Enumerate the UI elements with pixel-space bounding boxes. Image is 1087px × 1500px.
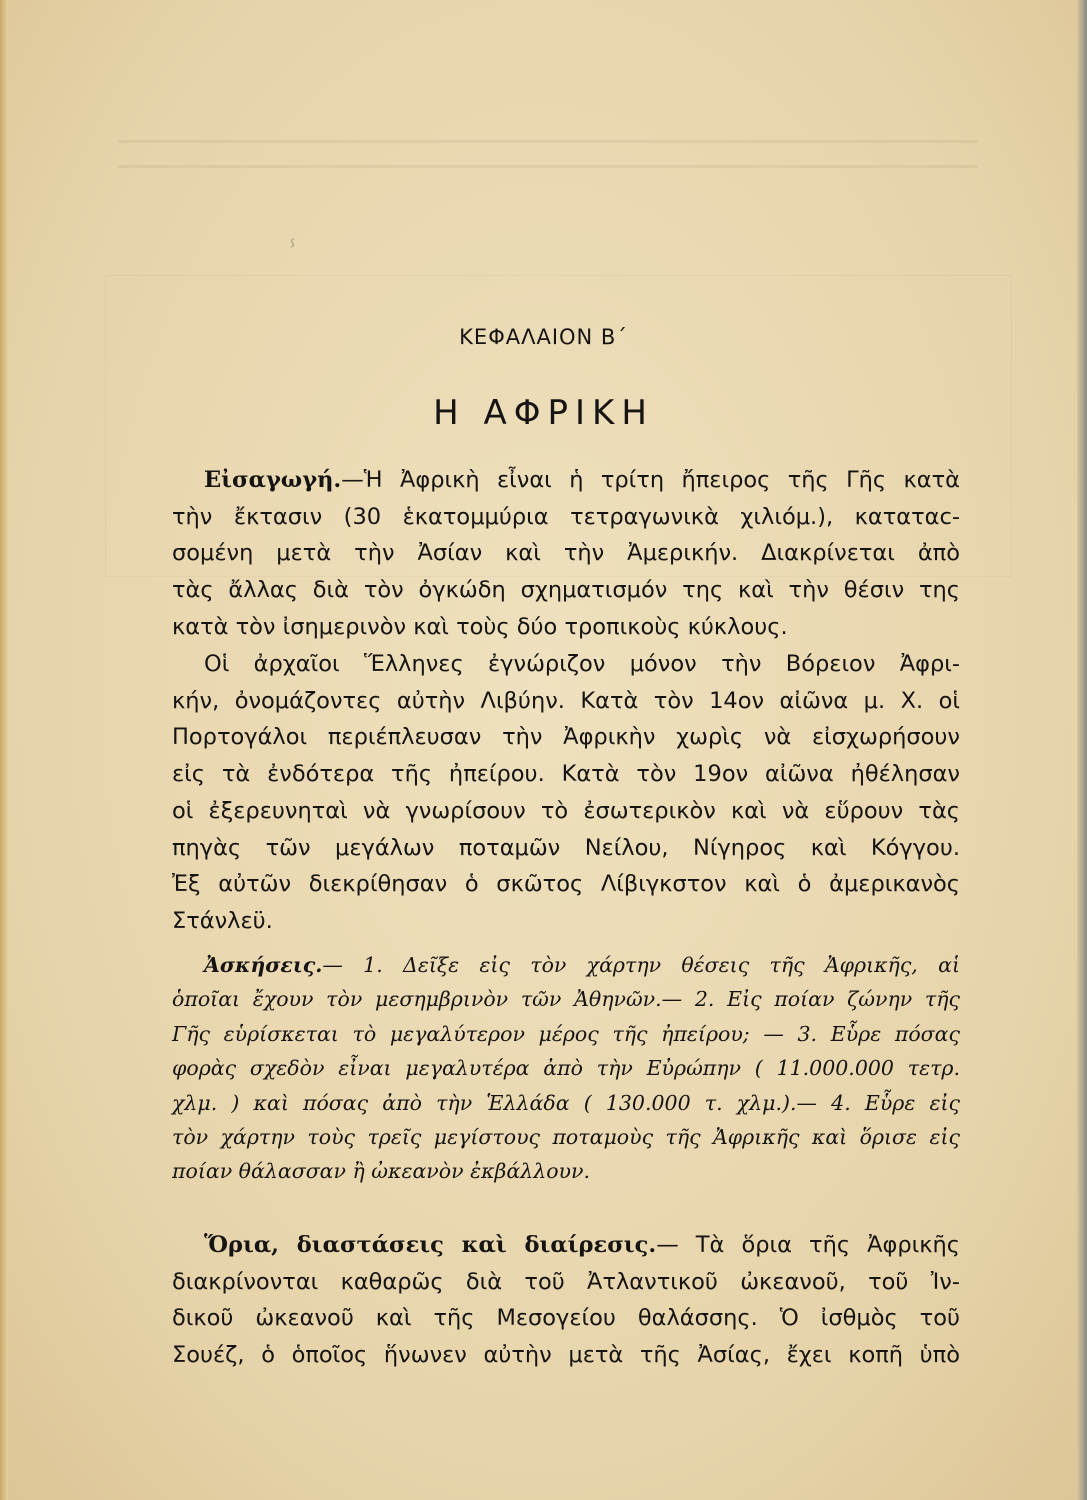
page-right-edge (1077, 0, 1087, 1500)
intro-line: σομένη μετὰ τὴν Ἀσίαν καὶ τὴν Ἀμερικήν. Διακρίνεται ἀπὸ (172, 540, 960, 567)
intro-line: κατὰ τὸν ἰσημερινὸν καὶ τοὺς δύο τροπικοὺς κύκλους. (172, 613, 788, 640)
history-line: εἰς τὰ ἐνδότερα τῆς ἠπείρου. Κατὰ τὸν 19ον αἰῶνα ἠθέλησαν (172, 761, 960, 788)
history-line: κήν, ὀνομάζοντες αὐτὴν Λιβύην. Κατὰ τὸν 14ον αἰῶνα μ. Χ. οἱ (172, 687, 960, 714)
history-line: Στάνλεϋ. (172, 907, 273, 934)
borders-heading: Ὅρια, διαστάσεις καὶ διαίρεσις. (204, 1232, 657, 1258)
history-line: Οἱ ἀρχαῖοι Ἕλληνες ἐγνώριζον μόνον τὴν Βόρειον Ἀφρι- (204, 651, 960, 677)
exercise-line: τὸν χάρτην τοὺς τρεῖς μεγίστους ποταμοὺς τῆς Ἀφρικῆς καὶ ὅρισε εἰς (172, 1125, 960, 1150)
exercise-line: Ἀσκήσεις.— 1. Δεῖξε εἰς τὸν χάρτην θέσεις τῆς Ἀφρικῆς, αἱ (204, 953, 960, 977)
exercises-heading: Ἀσκήσεις. (204, 953, 323, 977)
history-line: Ἐξ αὐτῶν διεκρίθησαν ὁ σκῶτος Λίβιγκστον καὶ ὁ ἀμερικανὸς (172, 871, 960, 898)
exercise-line: ὁποῖαι ἔχουν τὸν μεσημβρινὸν τῶν Ἀθηνῶν.— 2. Εἰς ποίαν ζώνην τῆς (172, 987, 960, 1012)
history-paragraph (172, 646, 960, 940)
history-line: πηγὰς τῶν μεγάλων ποταμῶν Νείλου, Νίγηρος καὶ Κόγγου. (172, 834, 960, 861)
exercises-block (172, 948, 960, 1189)
intro-line: τὰς ἄλλας διὰ τὸν ὀγκώδη σχηματισμόν της καὶ τὴν θέσιν της (172, 577, 960, 604)
intro-line: Εἰσαγωγή.—Ἡ Ἀφρικὴ εἶναι ἡ τρίτη ἤπειρος τῆς Γῆς κατὰ (204, 467, 960, 493)
page-left-edge (0, 0, 8, 1500)
borders-paragraph (172, 1227, 960, 1374)
exercise-line: φορὰς σχεδὸν εἶναι μεγαλυτέρα ἀπὸ τὴν Εὐρώπην ( 11.000.000 τετρ. (172, 1056, 960, 1081)
chapter-title: Η ΑΦΡΙΚΗ (433, 393, 654, 433)
history-line: οἱ ἐξερευνηταὶ νὰ γνωρίσουν τὸ ἐσωτερικὸν καὶ νὰ εὕρουν τὰς (172, 797, 960, 824)
exercise-line: Γῆς εὑρίσκεται τὸ μεγαλύτερον μέρος τῆς ἠπείρου; — 3. Εὗρε πόσας (172, 1021, 960, 1046)
borders-line: Σουέζ, ὁ ὁποῖος ἥνωνεν αὐτὴν μετὰ τῆς Ἀσίας, ἔχει κοπῆ ὑπὸ (172, 1342, 960, 1369)
intro-heading: Εἰσαγωγή. (204, 467, 342, 493)
borders-line: διακρίνονται καθαρῶς διὰ τοῦ Ἀτλαντικοῦ ὠκεανοῦ, τοῦ Ἰν- (172, 1268, 960, 1295)
show-through-text (118, 118, 978, 188)
chapter-label: ΚΕΦΑΛΑΙΟΝ Β΄ (459, 325, 628, 349)
borders-line: δικοῦ ὠκεανοῦ καὶ τῆς Μεσογείου θαλάσσης. Ὁ ἰσθμὸς τοῦ (172, 1305, 960, 1332)
exercise-line: ποίαν θάλασσαν ἢ ὠκεανὸν ἐκβάλλουν. (172, 1159, 590, 1184)
exercise-line: χλμ. ) καὶ πόσας ἀπὸ τὴν Ἑλλάδα ( 130.000 τ. χλμ.).— 4. Εὗρε εἰς (172, 1090, 960, 1115)
borders-line: Ὅρια, διαστάσεις καὶ διαίρεσις.— Τὰ ὅρια τῆς Ἀφρικῆς (204, 1232, 960, 1258)
history-line: Πορτογάλοι περιέπλευσαν τὴν Ἀφρικὴν χωρὶς νὰ εἰσχωρήσουν (172, 724, 960, 751)
pencil-mark-icon: ⸯ (285, 241, 301, 271)
intro-paragraph (172, 462, 960, 646)
intro-line: τὴν ἔκτασιν (30 ἑκατομμύρια τετραγωνικὰ χιλιόμ.), καταταc- (172, 503, 960, 530)
